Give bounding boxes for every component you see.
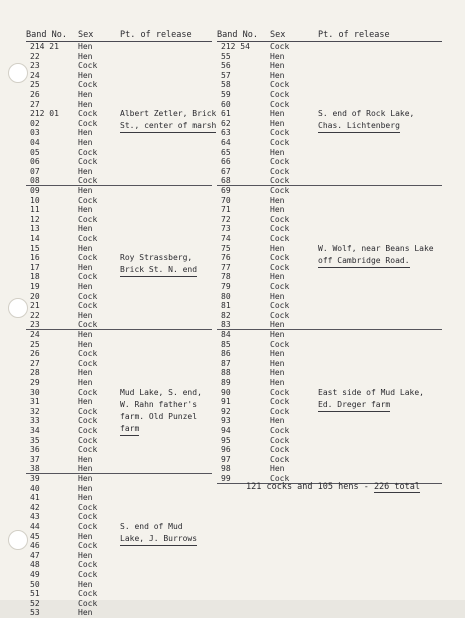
- band-number: 44: [30, 522, 40, 531]
- release-location: Brick St. N. end: [120, 264, 197, 277]
- sex-value: Cock: [270, 282, 290, 291]
- total-text: 121 cocks and 105 hens -: [246, 482, 374, 492]
- band-number: 58: [221, 80, 231, 90]
- table-row: [0, 560, 465, 570]
- table-row: [0, 493, 465, 503]
- band-number: 48: [30, 560, 40, 570]
- band-number: 46: [30, 541, 40, 551]
- band-number: 23: [30, 61, 40, 71]
- band-number: 66: [221, 157, 231, 167]
- sex-value: Hen: [270, 195, 285, 205]
- band-number: 20: [30, 291, 40, 301]
- table-row: [0, 148, 465, 158]
- sex-value: Cock: [270, 301, 290, 311]
- group-divider: [217, 329, 442, 330]
- sex-value: Cock: [270, 157, 290, 167]
- sex-value: Hen: [78, 205, 93, 215]
- sex-value: Cock: [78, 234, 98, 243]
- sex-value: Hen: [78, 397, 93, 407]
- sex-value: Cock: [270, 426, 290, 435]
- release-location: W. Rahn father's: [120, 399, 198, 409]
- band-number: 64: [221, 138, 231, 147]
- band-number: 61: [221, 109, 231, 119]
- sex-value: Cock: [270, 253, 290, 263]
- sex-value: Cock: [78, 416, 98, 426]
- table-row: [0, 359, 465, 369]
- release-location: Mud Lake, S. end,: [120, 387, 202, 397]
- band-number: 93: [221, 416, 231, 426]
- table-row: [0, 90, 465, 100]
- sex-value: Hen: [78, 224, 93, 234]
- sex-value: Hen: [270, 291, 285, 301]
- sex-value: Hen: [270, 272, 285, 282]
- table-row: [0, 589, 465, 599]
- sex-value: Cock: [270, 435, 290, 445]
- band-number: 53: [30, 608, 40, 618]
- band-number: 30: [30, 387, 40, 397]
- sex-value: Cock: [78, 320, 98, 330]
- band-number: 212 01: [30, 109, 59, 119]
- table-row: [0, 138, 465, 148]
- band-number: 50: [30, 579, 40, 589]
- table-row: [0, 532, 465, 542]
- sex-value: Hen: [78, 454, 93, 464]
- sex-value: Cock: [78, 387, 98, 397]
- table-row: [0, 445, 465, 455]
- band-number: 39: [30, 474, 40, 483]
- sex-value: Hen: [270, 61, 285, 71]
- column-header: Sex: [270, 30, 286, 40]
- band-number: 52: [30, 598, 40, 608]
- band-number: 95: [221, 435, 231, 445]
- total-summary: [246, 482, 420, 492]
- band-number: 32: [30, 406, 40, 416]
- sex-value: Hen: [270, 205, 285, 215]
- table-row: [0, 436, 465, 446]
- table-row: [0, 196, 465, 206]
- band-number: 31: [30, 397, 40, 407]
- sex-value: Cock: [270, 387, 290, 397]
- sex-value: Hen: [78, 474, 93, 483]
- band-number: 73: [221, 224, 231, 234]
- release-location: off Cambridge Road.: [318, 255, 410, 268]
- release-location: Lake, J. Burrows: [120, 533, 197, 546]
- band-number: 97: [221, 454, 231, 464]
- table-row: [0, 167, 465, 177]
- release-location: Ed. Dreger farm: [318, 399, 390, 412]
- sex-value: Cock: [78, 301, 98, 311]
- sex-value: Cock: [78, 291, 98, 301]
- sex-value: Cock: [78, 195, 98, 205]
- band-number: 45: [30, 531, 40, 541]
- table-row: [0, 272, 465, 282]
- release-location: Albert Zetler, Brick: [120, 109, 217, 119]
- band-number: 34: [30, 426, 40, 435]
- band-number: 23: [30, 320, 40, 330]
- band-number: 07: [30, 166, 40, 176]
- band-number: 82: [221, 310, 231, 320]
- band-number: 08: [30, 176, 40, 186]
- table-row: [0, 416, 465, 426]
- band-number: 84: [221, 330, 231, 339]
- sex-value: Hen: [270, 378, 285, 387]
- sex-value: Hen: [78, 99, 93, 109]
- band-number: 98: [221, 464, 231, 474]
- sex-value: Cock: [78, 589, 98, 599]
- band-number: 24: [30, 330, 40, 339]
- band-number: 27: [30, 358, 40, 368]
- band-number: 72: [221, 214, 231, 224]
- table-row: [0, 522, 465, 532]
- sex-value: Hen: [78, 186, 93, 195]
- sex-value: Cock: [270, 262, 290, 272]
- sex-value: Cock: [270, 445, 290, 455]
- band-number: 28: [30, 368, 40, 378]
- band-number: 40: [30, 483, 40, 493]
- table-row: [0, 186, 465, 196]
- band-number: 29: [30, 378, 40, 387]
- sex-value: Hen: [78, 128, 93, 138]
- sex-value: Hen: [270, 368, 285, 378]
- sex-value: Cock: [78, 598, 98, 608]
- band-number: 87: [221, 358, 231, 368]
- band-number: 05: [30, 147, 40, 157]
- band-number: 85: [221, 339, 231, 349]
- sex-value: Cock: [270, 80, 290, 90]
- table-row: [0, 224, 465, 234]
- sex-value: Hen: [78, 339, 93, 349]
- table-row: [0, 599, 465, 609]
- band-number: 63: [221, 128, 231, 138]
- table-row: [0, 311, 465, 321]
- band-number: 83: [221, 320, 231, 330]
- sex-value: Cock: [270, 397, 290, 407]
- band-number: 214 21: [30, 42, 59, 51]
- band-number: 33: [30, 416, 40, 426]
- sex-value: Cock: [270, 474, 290, 483]
- sex-value: Hen: [270, 464, 285, 474]
- sex-value: Hen: [270, 358, 285, 368]
- table-row: [0, 215, 465, 225]
- table-row: [0, 570, 465, 580]
- release-location: farm. Old Punzel: [120, 411, 198, 421]
- band-number: 27: [30, 99, 40, 109]
- band-number: 09: [30, 186, 40, 195]
- band-number: 41: [30, 493, 40, 503]
- table-row: [0, 42, 465, 52]
- sex-value: Cock: [270, 214, 290, 224]
- sex-value: Cock: [270, 99, 290, 109]
- sex-value: Cock: [78, 61, 98, 71]
- sex-value: Cock: [78, 272, 98, 282]
- band-number: 03: [30, 128, 40, 138]
- band-number: 68: [221, 176, 231, 186]
- sex-value: Hen: [78, 378, 93, 387]
- sex-value: Cock: [78, 435, 98, 445]
- sex-value: Hen: [78, 51, 93, 61]
- band-number: 59: [221, 90, 231, 99]
- sex-value: Cock: [270, 234, 290, 243]
- group-divider: [26, 185, 212, 186]
- sex-value: Hen: [78, 243, 93, 253]
- band-number: 02: [30, 118, 40, 128]
- band-number: 12: [30, 214, 40, 224]
- band-number: 78: [221, 272, 231, 282]
- band-number: 25: [30, 80, 40, 90]
- band-number: 92: [221, 406, 231, 416]
- band-number: 22: [30, 51, 40, 61]
- band-number: 91: [221, 397, 231, 407]
- release-location: St., center of marsh: [120, 120, 216, 133]
- sex-value: Hen: [78, 42, 93, 51]
- sex-value: Hen: [78, 90, 93, 99]
- sex-value: Cock: [78, 253, 98, 263]
- sex-value: Cock: [78, 426, 98, 435]
- band-number: 60: [221, 99, 231, 109]
- table-row: [0, 157, 465, 167]
- band-number: 13: [30, 224, 40, 234]
- band-number: 36: [30, 445, 40, 455]
- band-number: 21: [30, 301, 40, 311]
- band-number: 38: [30, 464, 40, 474]
- band-number: 62: [221, 118, 231, 128]
- band-number: 96: [221, 445, 231, 455]
- release-location: W. Wolf, near Beans Lake: [318, 243, 434, 253]
- sex-value: Hen: [78, 138, 93, 147]
- sex-value: Hen: [78, 262, 93, 272]
- release-location: Roy Strassberg,: [120, 253, 193, 263]
- band-number: 55: [221, 51, 231, 61]
- band-number: 80: [221, 291, 231, 301]
- table-row: [0, 426, 465, 436]
- table-row: [0, 292, 465, 302]
- band-number: 77: [221, 262, 231, 272]
- sex-value: Hen: [270, 109, 285, 119]
- band-number: 26: [30, 90, 40, 99]
- sex-value: Cock: [78, 157, 98, 167]
- band-number: 69: [221, 186, 231, 195]
- sex-value: Cock: [78, 109, 98, 119]
- sex-value: Cock: [78, 349, 98, 359]
- sex-value: Hen: [270, 51, 285, 61]
- sex-value: Cock: [78, 560, 98, 570]
- column-header: Band No.: [217, 30, 258, 40]
- sex-value: Cock: [270, 138, 290, 147]
- band-number: 75: [221, 243, 231, 253]
- sex-value: Hen: [270, 70, 285, 80]
- sex-value: Cock: [78, 502, 98, 512]
- sex-value: Cock: [78, 358, 98, 368]
- table-row: [0, 71, 465, 81]
- sex-value: Hen: [270, 320, 285, 330]
- band-number: 04: [30, 138, 40, 147]
- group-divider: [26, 329, 212, 330]
- table-row: [0, 301, 465, 311]
- table-row: [0, 349, 465, 359]
- sex-value: Hen: [78, 368, 93, 378]
- sex-value: Cock: [78, 80, 98, 90]
- sex-value: Hen: [270, 243, 285, 253]
- table-row: [0, 330, 465, 340]
- sex-value: Cock: [270, 166, 290, 176]
- band-number: 37: [30, 454, 40, 464]
- sex-value: Cock: [78, 512, 98, 522]
- band-number: 88: [221, 368, 231, 378]
- band-number: 90: [221, 387, 231, 397]
- sex-value: Cock: [78, 118, 98, 128]
- sex-value: Cock: [270, 406, 290, 416]
- table-row: [0, 205, 465, 215]
- sex-value: Cock: [270, 186, 290, 195]
- band-number: 99: [221, 474, 231, 483]
- band-number: 22: [30, 310, 40, 320]
- sex-value: Cock: [78, 176, 98, 186]
- sex-value: Cock: [78, 214, 98, 224]
- sex-value: Cock: [270, 90, 290, 99]
- sex-value: Hen: [270, 349, 285, 359]
- sex-value: Cock: [78, 570, 98, 579]
- sex-value: Hen: [78, 579, 93, 589]
- band-number: 18: [30, 272, 40, 282]
- sex-value: Hen: [270, 147, 285, 157]
- sex-value: Hen: [78, 531, 93, 541]
- band-number: 06: [30, 157, 40, 167]
- band-number: 79: [221, 282, 231, 291]
- band-number: 56: [221, 61, 231, 71]
- table-row: [0, 541, 465, 551]
- table-row: [0, 608, 465, 618]
- table-row: [0, 551, 465, 561]
- group-divider: [26, 473, 212, 474]
- band-number: 14: [30, 234, 40, 243]
- table-row: [0, 455, 465, 465]
- sex-value: Cock: [270, 176, 290, 186]
- table-row: [0, 503, 465, 513]
- band-number: 16: [30, 253, 40, 263]
- sex-value: Hen: [78, 483, 93, 493]
- band-number: 26: [30, 349, 40, 359]
- band-number: 10: [30, 195, 40, 205]
- band-number: 71: [221, 205, 231, 215]
- column-header: Band No.: [26, 30, 67, 40]
- sex-value: Hen: [78, 493, 93, 503]
- release-location: S. end of Rock Lake,: [318, 109, 415, 119]
- table-row: [0, 61, 465, 71]
- sex-value: Hen: [270, 330, 285, 339]
- sex-value: Hen: [270, 416, 285, 426]
- sex-value: Cock: [270, 128, 290, 138]
- table-row: [0, 340, 465, 350]
- sex-value: Hen: [78, 464, 93, 474]
- table-row: [0, 397, 465, 407]
- band-number: 67: [221, 166, 231, 176]
- table-row: [0, 580, 465, 590]
- band-number: 94: [221, 426, 231, 435]
- table-row: [0, 368, 465, 378]
- sex-value: Cock: [78, 406, 98, 416]
- table-row: [0, 52, 465, 62]
- band-number: 49: [30, 570, 40, 579]
- sex-value: Cock: [270, 224, 290, 234]
- band-number: 65: [221, 147, 231, 157]
- sex-value: Cock: [78, 147, 98, 157]
- sex-value: Cock: [78, 522, 98, 531]
- band-number: 17: [30, 262, 40, 272]
- band-number: 42: [30, 502, 40, 512]
- group-divider: [217, 185, 442, 186]
- table-row: [0, 512, 465, 522]
- band-number: 43: [30, 512, 40, 522]
- sex-value: Cock: [78, 541, 98, 551]
- sex-value: Cock: [270, 42, 290, 51]
- sex-value: Hen: [78, 166, 93, 176]
- band-number: 212 54: [221, 42, 250, 51]
- column-header: Pt. of release: [120, 30, 192, 40]
- band-number: 86: [221, 349, 231, 359]
- total-value: 226 total: [373, 482, 420, 492]
- column-header: Pt. of release: [318, 30, 390, 40]
- sex-value: Hen: [78, 70, 93, 80]
- sex-value: Cock: [270, 310, 290, 320]
- band-number: 74: [221, 234, 231, 243]
- sex-value: Cock: [270, 339, 290, 349]
- sex-value: Hen: [78, 330, 93, 339]
- band-number: 57: [221, 70, 231, 80]
- release-location: S. end of Mud: [120, 522, 183, 531]
- band-number: 76: [221, 253, 231, 263]
- band-number: 24: [30, 70, 40, 80]
- release-location: Chas. Lichtenberg: [318, 120, 400, 133]
- band-number: 70: [221, 195, 231, 205]
- band-number: 11: [30, 205, 40, 215]
- band-number: 35: [30, 435, 40, 445]
- sex-value: Hen: [78, 282, 93, 291]
- band-number: 81: [221, 301, 231, 311]
- table-row: [0, 407, 465, 417]
- sex-value: Hen: [78, 608, 93, 618]
- sex-value: Cock: [78, 445, 98, 455]
- band-number: 47: [30, 550, 40, 560]
- sex-value: Hen: [78, 310, 93, 320]
- band-number: 89: [221, 378, 231, 387]
- release-location: farm: [120, 423, 139, 436]
- sex-value: Hen: [78, 550, 93, 560]
- table-row: [0, 282, 465, 292]
- band-number: 15: [30, 243, 40, 253]
- release-location: East side of Mud Lake,: [318, 387, 424, 397]
- column-header: Sex: [78, 30, 94, 40]
- band-number: 19: [30, 282, 40, 291]
- band-number: 51: [30, 589, 40, 599]
- band-number: 25: [30, 339, 40, 349]
- sex-value: Hen: [270, 118, 285, 128]
- sex-value: Cock: [270, 454, 290, 464]
- table-row: [0, 80, 465, 90]
